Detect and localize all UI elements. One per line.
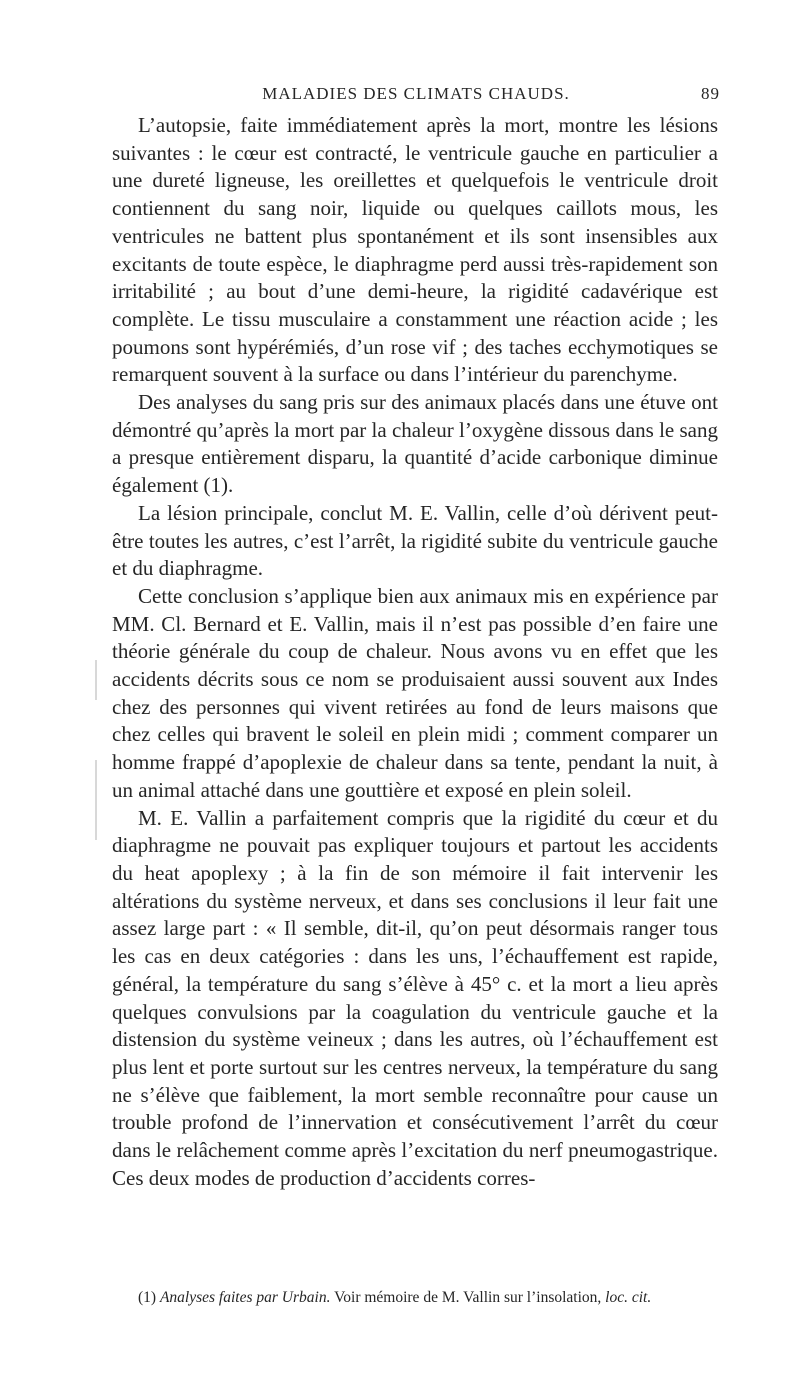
footnote-title: Analyses faites par Urbain.	[159, 1289, 331, 1306]
footnote-loc-cit: loc. cit.	[605, 1289, 652, 1306]
body-text	[112, 112, 718, 1192]
footnote	[112, 1286, 718, 1310]
page-number: 89	[701, 84, 720, 103]
footnote-number: (1)	[138, 1289, 157, 1306]
footnote-text: Voir mémoire de M. Vallin sur l’insolation,	[334, 1289, 602, 1306]
paragraph-conclusion: Cette conclusion s’applique bien aux animaux mis en expérience par MM. Cl. Bernard et E. Vallin, mais il n’est pas possible d’en faire une théorie générale du coup de chaleur. Nous avons vu en effet que les accidents décrits sous ce nom se produisaient aussi souvent aux Indes chez des personnes qui vivent retirées au fond de leurs maisons que chez celles qui bravent le soleil en plein midi ; comment comparer un homme frappé d’apoplexie de chaleur dans sa tente, pendant la nuit, à un animal attaché dans une gouttière et exposé en plein soleil.	[112, 583, 718, 802]
paragraph-autopsie: L’autopsie, faite immédiatement après la mort, montre les lésions suivantes : le cœur est contracté, le ventricule gauche en particulier a une dureté ligneuse, les oreillettes et quelquefois le ventricule droit contiennent du sang noir, liquide ou quelques caillots mous, les ventricules ne battent plus spontanément et ils sont insensibles aux excitants de toute espèce, le diaphragme perd aussi très-rapidement son irritabilité ; au bout d’une demi-heure, la rigidité cadavérique est complète. Le tissu musculaire a constamment une réaction acide ; les poumons sont hypérémiés, d’un rose vif ; des taches ecchymotiques se remarquent souvent à la surface ou dans l’intérieur du parenchyme.	[112, 113, 718, 387]
margin-mark	[95, 660, 97, 700]
margin-mark	[95, 760, 97, 840]
paragraph-analyses-sang: Des analyses du sang pris sur des animaux placés dans une étuve ont démontré qu’après la mort par la chaleur l’oxygène dissous dans le sang a presque entièrement disparu, la quantité d’acide carbonique diminue également (1).	[112, 390, 718, 498]
paragraph-lesion-principale: La lésion principale, conclut M. E. Vallin, celle d’où dérivent peut-être toutes les autres, c’est l’arrêt, la rigidité subite du ventricule gauche et du diaphragme.	[112, 500, 718, 581]
running-title: MALADIES DES CLIMATS CHAUDS.	[262, 84, 570, 103]
paragraph-vallin: M. E. Vallin a parfaitement compris que la rigidité du cœur et du diaphragme ne pouvait pas expliquer toujours et partout les accidents du heat apoplexy ; à la fin de son mémoire il fait intervenir les altérations du système nerveux, et dans ses conclusions il leur fait une assez large part : « Il semble, dit-il, qu’on peut désormais ranger tous les cas en deux catégories : dans les uns, l’échauffement est rapide, général, la température du sang s’élève à 45° c. et la mort a lieu après quelques convulsions par la coagulation du ventricule gauche et la distension du système veineux ; dans les autres, où l’échauffement est plus lent et porte surtout sur les centres nerveux, la température du sang ne s’élève que faiblement, la mort semble reconnaître pour cause un trouble profond de l’innervation et consécutivement l’arrêt du cœur dans le relâchement comme après l’excitation du nerf pneumogastrique. Ces deux modes de production d’accidents corres-	[112, 805, 718, 1190]
running-head	[112, 84, 720, 108]
